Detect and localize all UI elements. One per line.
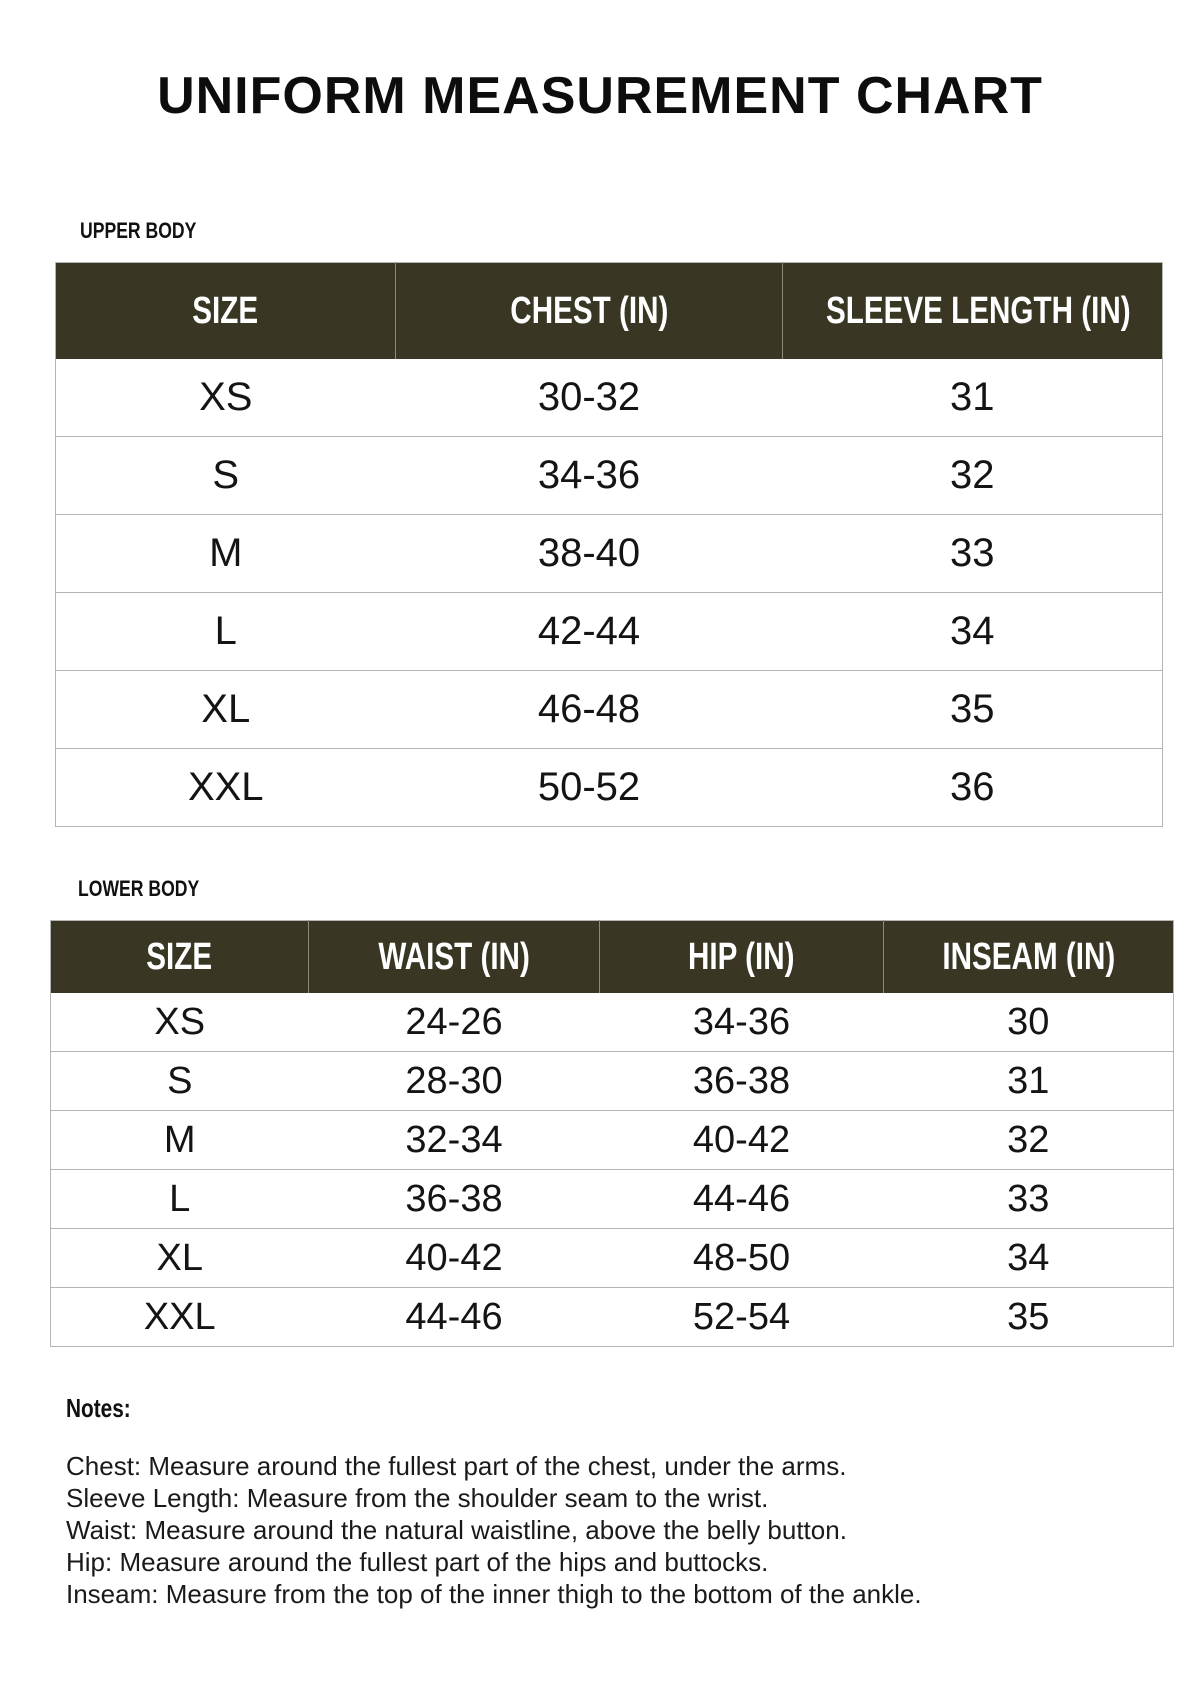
sleeve-length-cell: 34 xyxy=(783,593,1163,671)
notes-list xyxy=(66,1450,1176,1610)
size-cell: XS xyxy=(56,359,396,437)
page-title: UNIFORM MEASUREMENT CHART xyxy=(157,67,1043,125)
size-cell: XXL xyxy=(187,765,264,809)
header-size: SIZE xyxy=(51,921,309,994)
size-cell: XS xyxy=(51,993,309,1052)
table-row xyxy=(56,671,1163,749)
note-item-sleeve-length: Sleeve Length: Measure from the shoulder seam to the wrist. xyxy=(66,1483,769,1513)
chest-cell: 34-36 xyxy=(396,437,783,515)
hip-cell: 36-38 xyxy=(600,1052,884,1111)
waist-cell: 28-30 xyxy=(309,1052,600,1111)
hip-cell: 34-36 xyxy=(600,993,884,1052)
size-cell: M xyxy=(56,515,396,593)
table-row xyxy=(56,593,1163,671)
size-cell: L xyxy=(56,593,396,671)
size-cell: M xyxy=(51,1111,309,1170)
table-row xyxy=(51,1052,1174,1111)
hip-cell: 40-42 xyxy=(600,1111,884,1170)
sleeve-length-cell: 31 xyxy=(783,359,1163,437)
inseam-cell: 31 xyxy=(884,1052,1174,1111)
chest-cell: 42-44 xyxy=(396,593,783,671)
inseam-cell: 33 xyxy=(884,1170,1174,1229)
table-row xyxy=(51,1288,1174,1347)
chest-cell: 30-32 xyxy=(396,359,783,437)
note-item-inseam: Inseam: Measure from the top of the inner thigh to the bottom of the ankle. xyxy=(66,1579,922,1609)
lower-body-label: LOWER BODY xyxy=(78,876,200,901)
table-header-row xyxy=(56,263,1163,360)
chest-cell: 46-48 xyxy=(396,671,783,749)
notes-heading: Notes: xyxy=(66,1393,131,1423)
size-cell: L xyxy=(51,1170,309,1229)
hip-cell: 48-50 xyxy=(600,1229,884,1288)
sleeve-length-cell: 32 xyxy=(783,437,1163,515)
waist-cell: 24-26 xyxy=(309,993,600,1052)
waist-cell: 40-42 xyxy=(309,1229,600,1288)
table-row xyxy=(51,1229,1174,1288)
table-row xyxy=(56,515,1163,593)
chest-cell: 50-52 xyxy=(537,765,641,809)
inseam-cell: 34 xyxy=(884,1229,1174,1288)
table-row xyxy=(56,359,1163,437)
upper-body-label: UPPER BODY xyxy=(80,218,197,243)
note-item-chest: Chest: Measure around the fullest part of the chest, under the arms. xyxy=(66,1451,847,1481)
waist-cell: 44-46 xyxy=(405,1295,503,1338)
header-hip: HIP (IN) xyxy=(600,921,884,994)
note-item-waist: Waist: Measure around the natural waistline, above the belly button. xyxy=(66,1515,847,1545)
size-cell: XL xyxy=(51,1229,309,1288)
waist-cell: 36-38 xyxy=(309,1170,600,1229)
lower-body-table xyxy=(50,920,1174,1347)
hip-cell: 52-54 xyxy=(692,1295,791,1338)
sleeve-length-cell: 35 xyxy=(783,671,1163,749)
waist-cell: 32-34 xyxy=(309,1111,600,1170)
inseam-cell: 32 xyxy=(884,1111,1174,1170)
table-header-row xyxy=(51,921,1174,994)
size-cell: S xyxy=(51,1052,309,1111)
inseam-cell: 35 xyxy=(1007,1295,1050,1338)
inseam-cell: 30 xyxy=(884,993,1174,1052)
chest-cell: 38-40 xyxy=(396,515,783,593)
size-cell: XL xyxy=(56,671,396,749)
table-row xyxy=(56,749,1163,827)
header-waist: WAIST (IN) xyxy=(309,921,600,994)
header-inseam: INSEAM (IN) xyxy=(884,921,1174,994)
header-chest: CHEST (IN) xyxy=(396,263,783,360)
note-item-hip: Hip: Measure around the fullest part of the hips and buttocks. xyxy=(66,1547,769,1577)
hip-cell: 44-46 xyxy=(600,1170,884,1229)
upper-body-table xyxy=(55,262,1163,827)
header-size: SIZE xyxy=(56,263,396,360)
sleeve-length-cell: 36 xyxy=(950,765,995,809)
header-sleeve-length: SLEEVE LENGTH (IN) xyxy=(783,263,1163,360)
table-row xyxy=(51,1170,1174,1229)
table-row xyxy=(56,437,1163,515)
size-cell: S xyxy=(56,437,396,515)
table-row xyxy=(51,993,1174,1052)
size-cell: XXL xyxy=(143,1295,216,1338)
sleeve-length-cell: 33 xyxy=(783,515,1163,593)
table-row xyxy=(51,1111,1174,1170)
